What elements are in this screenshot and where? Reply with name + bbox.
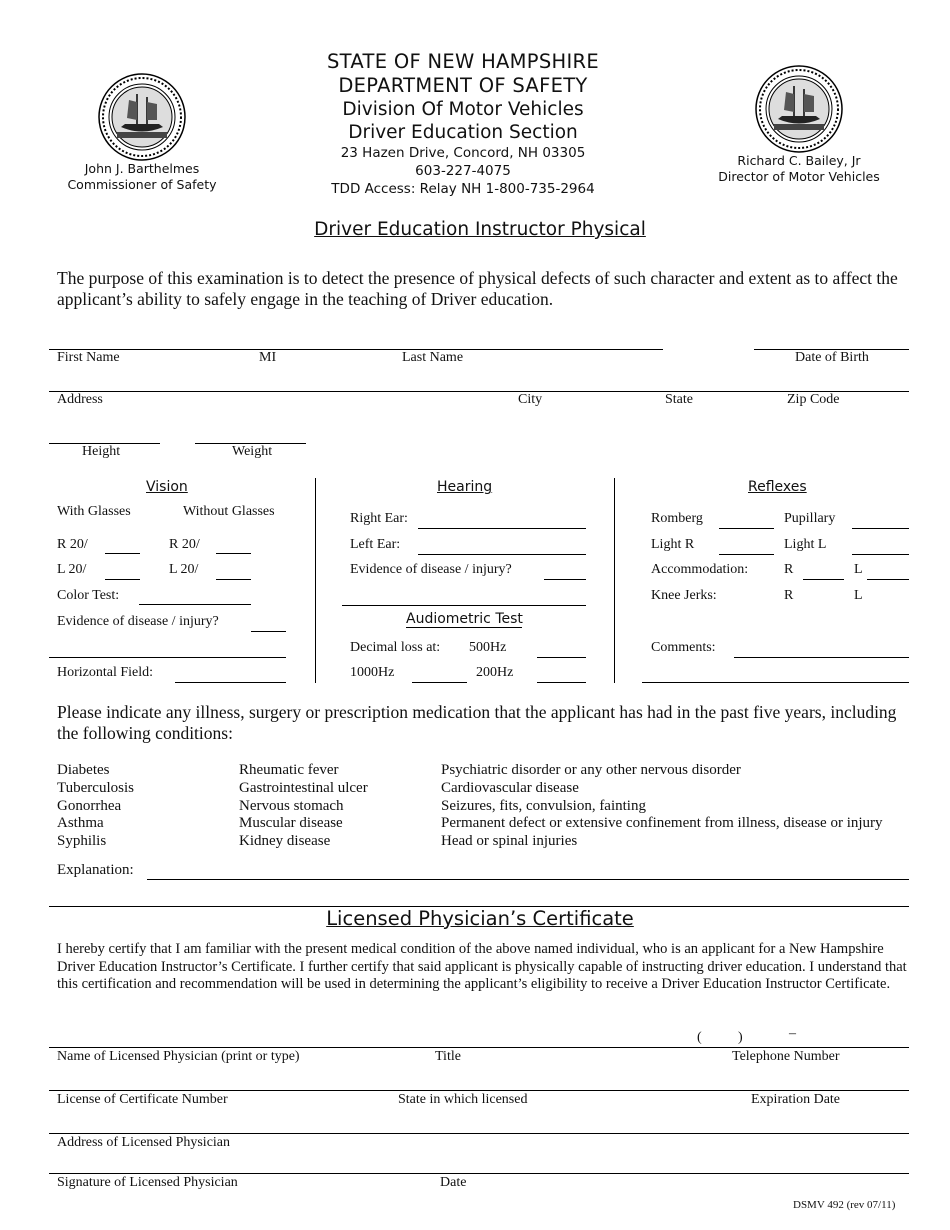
- accommodation-r-input[interactable]: [803, 579, 844, 580]
- left-official-title: Commissioner of Safety: [67, 177, 217, 192]
- right-ear-input[interactable]: [418, 528, 586, 529]
- condition-item: Seizures, fits, convulsion, fainting: [441, 797, 646, 814]
- physician-name-label: Name of Licensed Physician (print or type): [57, 1049, 300, 1064]
- condition-item: Psychiatric disorder or any other nervous disorder: [441, 762, 741, 778]
- audiometric-heading: Audiometric Test: [406, 611, 523, 627]
- condition-item: Rheumatic fever: [239, 762, 339, 778]
- condition-item: Gonorrhea: [57, 797, 122, 814]
- agency-header: [263, 50, 663, 198]
- color-test-input[interactable]: [139, 604, 251, 605]
- right-official-title: Director of Motor Vehicles: [718, 169, 880, 184]
- left-official-name: John J. Barthelmes: [84, 161, 200, 176]
- condition-item: Muscular disease: [239, 815, 343, 832]
- vision-l20-with-label: L 20/: [57, 562, 87, 577]
- condition-item: Tuberculosis: [57, 779, 134, 796]
- condition-item: Nervous stomach: [239, 797, 344, 814]
- conditions-column-2: [239, 762, 368, 851]
- illness-prompt: Please indicate any illness, surgery or prescription medication that the applicant has had in the past five years, including the following conditions:: [57, 702, 897, 743]
- physician-title-label: Title: [435, 1049, 461, 1064]
- first-name-label: First Name: [57, 350, 120, 365]
- hearing-evidence-input[interactable]: [544, 579, 586, 580]
- vision-evidence-detail-input[interactable]: [49, 657, 286, 658]
- without-glasses-label: Without Glasses: [183, 504, 275, 519]
- condition-item: Diabetes: [57, 762, 110, 778]
- phone-mask-close: ): [738, 1030, 743, 1045]
- left-ear-label: Left Ear:: [350, 537, 401, 552]
- light-r-label: Light R: [651, 537, 695, 552]
- state-seal-right: [754, 64, 844, 154]
- hz200-input[interactable]: [537, 682, 586, 683]
- header-department: DEPARTMENT OF SAFETY: [338, 74, 588, 97]
- state-seal-left: [97, 72, 187, 162]
- vision-l20-without-label: L 20/: [169, 562, 199, 577]
- seal-icon: [97, 72, 187, 162]
- condition-item: Syphilis: [57, 833, 107, 850]
- accommodation-l-label: L: [854, 562, 863, 577]
- height-label: Height: [82, 444, 121, 459]
- dob-label: Date of Birth: [795, 350, 869, 365]
- horizontal-field-label: Horizontal Field:: [57, 665, 154, 680]
- seal-icon: [754, 64, 844, 154]
- phone-mask-open: (: [697, 1030, 702, 1045]
- vision-l-with-input[interactable]: [105, 579, 140, 580]
- form-title: Driver Education Instructor Physical: [314, 219, 646, 240]
- city-label: City: [518, 392, 543, 407]
- accommodation-label: Accommodation:: [651, 562, 749, 577]
- comments-input-line2[interactable]: [642, 682, 909, 683]
- certificate-heading: Licensed Physician’s Certificate: [326, 907, 634, 930]
- column-divider: [315, 478, 316, 683]
- right-official: [699, 153, 899, 185]
- color-test-label: Color Test:: [57, 588, 120, 603]
- right-ear-label: Right Ear:: [350, 511, 408, 526]
- condition-item: Head or spinal injuries: [441, 833, 578, 850]
- phone-mask-dash: –: [789, 1026, 796, 1041]
- left-ear-input[interactable]: [418, 554, 586, 555]
- condition-item: Kidney disease: [239, 833, 331, 850]
- vision-r-without-input[interactable]: [216, 553, 251, 554]
- certificate-text: I hereby certify that I am familiar with the present medical condition of the above named individual, who is an applicant for a New Hampshire Driver Education Instructor’s Certificate. I further certify that said applicant is physically capable of instructing driver education. I understand that this certification and recommendation will be used in determining the applicant’s eligibility to receive a Driver Education Instructor Certificate.: [57, 941, 907, 992]
- with-glasses-label: With Glasses: [57, 504, 131, 519]
- accommodation-l-input[interactable]: [867, 579, 909, 580]
- header-phone: 603-227-4075: [415, 163, 511, 179]
- mi-label: MI: [259, 350, 277, 365]
- header-tdd: TDD Access: Relay NH 1-800-735-2964: [331, 181, 595, 197]
- hearing-evidence-detail-input[interactable]: [342, 605, 586, 606]
- knee-jerks-l-label: L: [854, 588, 863, 603]
- hearing-heading: Hearing: [437, 479, 493, 495]
- vision-evidence-input[interactable]: [251, 631, 286, 632]
- hz1000-label: 1000Hz: [350, 665, 395, 680]
- knee-jerks-r-label: R: [784, 588, 794, 603]
- header-address: 23 Hazen Drive, Concord, NH 03305: [340, 145, 586, 161]
- state-licensed-label: State in which licensed: [398, 1092, 528, 1107]
- zip-label: Zip Code: [787, 392, 840, 407]
- knee-jerks-label: Knee Jerks:: [651, 588, 717, 603]
- hz500-input[interactable]: [537, 657, 586, 658]
- physician-name-line[interactable]: [49, 1047, 909, 1048]
- telephone-label: Telephone Number: [732, 1049, 840, 1064]
- vision-r-with-input[interactable]: [105, 553, 140, 554]
- hearing-evidence-label: Evidence of disease / injury?: [350, 562, 512, 577]
- accommodation-r-label: R: [784, 562, 794, 577]
- license-number-line[interactable]: [49, 1090, 909, 1091]
- romberg-input[interactable]: [719, 528, 774, 529]
- state-label: State: [665, 392, 693, 407]
- last-name-label: Last Name: [402, 350, 464, 365]
- romberg-label: Romberg: [651, 511, 703, 526]
- light-l-input[interactable]: [852, 554, 909, 555]
- horizontal-field-input[interactable]: [175, 682, 286, 683]
- hz200-label: 200Hz: [476, 665, 514, 680]
- conditions-column-1: [57, 762, 134, 851]
- physician-address-line[interactable]: [49, 1133, 909, 1134]
- pupillary-input[interactable]: [852, 528, 909, 529]
- header-state: STATE OF NEW HAMPSHIRE: [326, 50, 600, 73]
- address-field-line[interactable]: [49, 391, 909, 392]
- weight-label: Weight: [232, 444, 273, 459]
- comments-label: Comments:: [651, 640, 716, 655]
- expiration-label: Expiration Date: [751, 1092, 841, 1107]
- vision-evidence-label: Evidence of disease / injury?: [57, 614, 219, 629]
- hz1000-input[interactable]: [412, 682, 467, 683]
- reflexes-heading: Reflexes: [748, 479, 807, 495]
- purpose-text: The purpose of this examination is to detect the presence of physical defects of such character and extent as to affect the applicant’s ability to safely engage in the teaching of Driver education.: [57, 268, 898, 309]
- light-l-label: Light L: [784, 537, 827, 552]
- conditions-column-3: [441, 762, 883, 851]
- condition-item: Permanent defect or extensive confinement from illness, disease or injury: [441, 815, 883, 832]
- physician-address-label: Address of Licensed Physician: [57, 1135, 231, 1150]
- vision-l-without-input[interactable]: [216, 579, 251, 580]
- form-number: DSMV 492 (rev 07/11): [793, 1199, 896, 1211]
- vision-r20-without-label: R 20/: [169, 537, 200, 552]
- light-r-input[interactable]: [719, 554, 774, 555]
- vision-r20-with-label: R 20/: [57, 537, 88, 552]
- address-label: Address: [57, 392, 103, 407]
- explanation-input[interactable]: [147, 879, 909, 880]
- left-official: [42, 161, 242, 193]
- hz500-label: 500Hz: [469, 640, 507, 655]
- pupillary-label: Pupillary: [784, 511, 836, 526]
- signature-line[interactable]: [49, 1173, 909, 1174]
- decimal-loss-label: Decimal loss at:: [350, 640, 441, 655]
- signature-label: Signature of Licensed Physician: [57, 1175, 238, 1190]
- header-section: Driver Education Section: [348, 122, 578, 143]
- header-division: Division Of Motor Vehicles: [342, 99, 584, 120]
- audiometric-underline: [406, 627, 522, 628]
- explanation-label: Explanation:: [57, 862, 134, 878]
- name-field-line[interactable]: [49, 349, 663, 350]
- date-label: Date: [440, 1175, 467, 1190]
- column-divider: [614, 478, 615, 683]
- condition-item: Gastrointestinal ulcer: [239, 779, 368, 796]
- vision-heading: Vision: [146, 479, 188, 495]
- license-number-label: License of Certificate Number: [57, 1092, 228, 1107]
- comments-input[interactable]: [734, 657, 909, 658]
- condition-item: Cardiovascular disease: [441, 779, 579, 796]
- right-official-name: Richard C. Bailey, Jr: [737, 153, 861, 168]
- condition-item: Asthma: [57, 815, 104, 832]
